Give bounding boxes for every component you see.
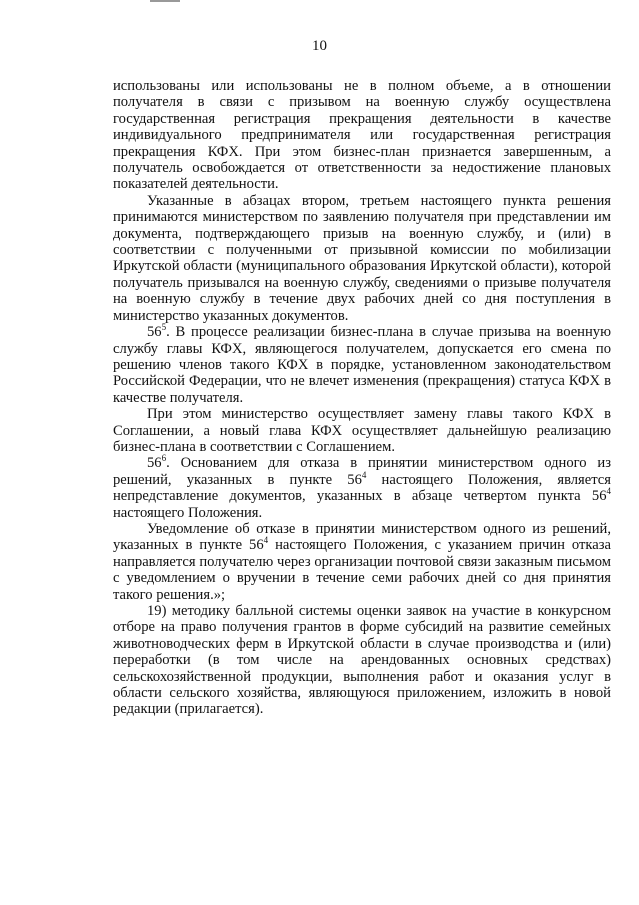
paragraph-4: При этом министерство осуществляет замену главы такого КФХ в Соглашении, а новый глава КФХ осуществляет дальнейшую реализацию бизнес-плана в соответствии с Соглашением.	[113, 406, 611, 455]
clause-superscript: 6	[161, 453, 167, 464]
clause-superscript: 5	[161, 322, 167, 333]
paragraph-5-text-a: . Основанием для отказа в принятии министерством одного из решений, указанных в пункте 56	[113, 455, 611, 488]
reference-superscript: 4	[263, 535, 269, 546]
paragraph-2: Указанные в абзацах втором, третьем настоящего пункта решения принимаются министерством по заявлению получателя при представлении им документа, подтверждающего призыв на военную службу, и (или) в соответствии с полученными от призывной комиссии по мобилизации Иркутской области (муниципального образования Иркутской области), которой получатель призывался на военную службу, сведениями о призыве получателя на военную службу в течение двух рабочих дней со дня поступления в министерство указанных документов.	[113, 192, 611, 324]
paragraph-7: 19) методику балльной системы оценки заявок на участие в конкурсном отборе на право получения грантов в форме субсидий на развитие семейных животноводческих ферм в Иркутской области в случае производства и (или) переработки (в том числе на арендованных основных средствах) сельскохозяйственной продукции, выполнения работ и оказания услуг в области сельского хозяйства, являющуюся приложением, изложить в новой редакции (прилагается).	[113, 603, 611, 718]
paragraph-3	[113, 324, 611, 406]
document-body	[113, 78, 611, 718]
paragraph-3-text: . В процессе реализации бизнес-плана в случае призыва на военную службу главы КФХ, являющегося получателем, допускается его смена по решению членов такого КФХ в порядке, установленном законодательством Российской Федерации, что не влечет изменения (прекращения) статуса КФХ в качестве получателя.	[113, 324, 611, 406]
paragraph-6-text-b: настоящего Положения, с указанием причин отказа направляется получателю через организации почтовой связи заказным письмом с уведомлением о вручении в течение семи рабочих дней со дня принятия такого решения.»;	[113, 537, 611, 603]
page-number: 10	[312, 38, 327, 54]
paragraph-6-text-a: Уведомление об отказе в принятии министерством одного из решений, указанных в пункте 56	[113, 520, 611, 554]
clause-number: 56	[147, 324, 162, 341]
scan-mark	[150, 0, 180, 2]
reference-superscript: 4	[361, 469, 367, 480]
paragraph-5-text-c: настоящего Положения.	[113, 504, 263, 521]
reference-superscript: 4	[606, 486, 611, 497]
paragraph-5	[113, 455, 611, 521]
paragraph-6	[113, 521, 611, 603]
paragraph-5-text-b: настоящего Положения, является непредставление документов, указанных в абзаце четвертом пункта 56	[113, 471, 611, 505]
paragraph-1: использованы или использованы не в полном объеме, а в отношении получателя в связи с призывом на военную службу осуществлена государственная регистрация прекращения деятельности в качестве индивидуального предпринимателя или государственная регистрация прекращения КФХ. При этом бизнес-план признается завершенным, а получатель освобождается от ответственности за недостижение плановых показателей деятельности.	[113, 78, 611, 193]
clause-number: 56	[147, 455, 162, 472]
